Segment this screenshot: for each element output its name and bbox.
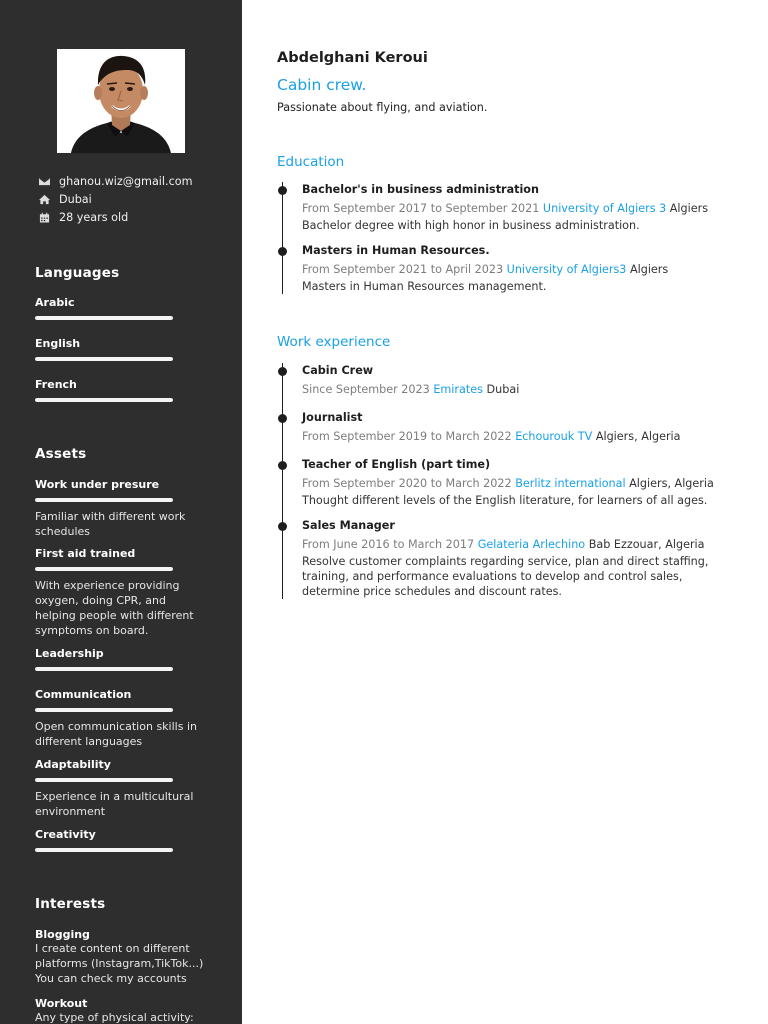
languages-section [35, 265, 215, 281]
work-timeline [277, 363, 737, 599]
timeline-dot [278, 247, 287, 256]
timeline-dot [278, 186, 287, 195]
tagline: Passionate about flying, and aviation. [277, 101, 488, 114]
entry-description: Masters in Human Resources management. [302, 280, 547, 293]
asset-level-bar [35, 708, 173, 712]
asset-name: Creativity [35, 828, 96, 841]
entry-org[interactable]: University of Algiers 3 [542, 202, 667, 215]
asset-name: First aid trained [35, 547, 136, 560]
asset-level-bar [35, 567, 173, 571]
asset-item [35, 688, 215, 749]
work-entry [277, 410, 737, 445]
entry-meta [302, 262, 737, 278]
language-level-fill [35, 357, 173, 361]
timeline-dot [278, 367, 287, 376]
language-level-fill [35, 316, 173, 320]
interest-description: Any type of physical activity: [35, 1011, 194, 1024]
interests-section [35, 896, 215, 912]
language-item [35, 378, 215, 402]
calendar-icon [38, 211, 50, 223]
contact-city [38, 190, 238, 208]
assets-title: Assets [35, 446, 87, 462]
entry-title: Sales Manager [302, 519, 395, 532]
entry-location: Bab Ezzouar, Algeria [588, 538, 705, 551]
interest-item [35, 997, 215, 1024]
asset-level-fill [35, 567, 173, 571]
asset-name: Communication [35, 688, 132, 701]
entry-dates: From September 2017 to September 2021 [302, 202, 540, 215]
asset-item [35, 547, 215, 638]
language-name: English [35, 337, 81, 350]
city-text: Dubai [59, 192, 92, 206]
entry-dates: Since September 2023 [302, 383, 430, 396]
asset-level-fill [35, 498, 173, 502]
person-name: Abdelghani Keroui [277, 50, 428, 66]
language-level-fill [35, 398, 173, 402]
entry-location: Algiers [669, 202, 709, 215]
asset-level-fill [35, 778, 173, 782]
entry-meta [302, 537, 737, 553]
language-name: French [35, 378, 77, 391]
language-level-bar [35, 316, 173, 320]
assets-section [35, 446, 215, 462]
education-timeline [277, 182, 737, 294]
home-icon [38, 193, 50, 205]
entry-location: Dubai [486, 383, 520, 396]
entry-description: Resolve customer complaints regarding service, plan and direct staffing, training, and performance evaluations to develop and control sales, determine price schedules and discount rates. [302, 555, 709, 598]
asset-level-bar [35, 848, 173, 852]
work-entry [277, 518, 737, 599]
entry-dates: From September 2021 to April 2023 [302, 263, 504, 276]
timeline-dot [278, 522, 287, 531]
entry-org[interactable]: University of Algiers3 [506, 263, 627, 276]
entry-description: Bachelor degree with high honor in business administration. [302, 219, 640, 232]
asset-level-fill [35, 667, 173, 671]
job-title: Cabin crew. [277, 76, 367, 94]
asset-level-fill [35, 848, 173, 852]
entry-title: Bachelor's in business administration [302, 183, 539, 196]
entry-title: Cabin Crew [302, 364, 374, 377]
language-level-bar [35, 357, 173, 361]
languages-title: Languages [35, 265, 120, 281]
entry-meta [302, 201, 737, 217]
education-entry [277, 182, 737, 233]
entry-title: Teacher of English (part time) [302, 458, 491, 471]
age-text: 28 years old [59, 210, 129, 224]
interest-name: Blogging [35, 928, 90, 941]
entry-dates: From September 2020 to March 2022 [302, 477, 512, 490]
asset-level-bar [35, 498, 173, 502]
asset-name: Leadership [35, 647, 104, 660]
interests-title: Interests [35, 896, 106, 912]
work-title: Work experience [277, 334, 391, 350]
language-name: Arabic [35, 296, 75, 309]
entry-org[interactable]: Berlitz international [515, 477, 626, 490]
entry-location: Algiers, Algeria [595, 430, 681, 443]
entry-dates: From September 2019 to March 2022 [302, 430, 512, 443]
profile-photo [57, 49, 185, 153]
entry-meta [302, 476, 737, 492]
interest-item [35, 928, 215, 986]
asset-description: Open communication skills in different languages [35, 720, 197, 748]
timeline-dot [278, 461, 287, 470]
entry-location: Algiers [629, 263, 669, 276]
entry-title: Journalist [302, 411, 363, 424]
interest-name: Workout [35, 997, 88, 1010]
sidebar [0, 0, 242, 1024]
asset-item [35, 478, 215, 539]
entry-org[interactable]: Emirates [433, 383, 483, 396]
language-level-bar [35, 398, 173, 402]
interest-description: I create content on different platforms (Instagram,TikTok...) You can check my accounts [35, 942, 204, 985]
education-title: Education [277, 154, 345, 170]
asset-item [35, 647, 215, 671]
asset-description: Familiar with different work schedules [35, 510, 186, 538]
contact-info [38, 172, 238, 226]
contact-email[interactable] [38, 172, 238, 190]
work-entry [277, 363, 737, 398]
entry-meta [302, 382, 737, 398]
asset-description: With experience providing oxygen, doing CPR, and helping people with different symptoms on board. [35, 579, 194, 637]
entry-description: Thought different levels of the English literature, for learners of all ages. [302, 494, 708, 507]
timeline-dot [278, 414, 287, 423]
contact-age [38, 208, 238, 226]
email-text: ghanou.wiz@gmail.com [59, 174, 193, 188]
education-entry [277, 243, 737, 294]
entry-meta [302, 429, 737, 445]
asset-level-bar [35, 778, 173, 782]
language-item [35, 337, 215, 361]
asset-name: Work under presure [35, 478, 160, 491]
asset-description: Experience in a multicultural environment [35, 790, 194, 818]
asset-level-bar [35, 667, 173, 671]
asset-level-fill [35, 708, 173, 712]
portrait-image [57, 49, 185, 153]
asset-item [35, 758, 215, 819]
entry-org[interactable]: Echourouk TV [515, 430, 593, 443]
envelope-icon [38, 175, 50, 187]
language-item [35, 296, 215, 320]
entry-dates: From June 2016 to March 2017 [302, 538, 475, 551]
entry-location: Algiers, Algeria [629, 477, 714, 490]
work-entry [277, 457, 737, 508]
asset-name: Adaptability [35, 758, 111, 771]
entry-title: Masters in Human Resources. [302, 244, 490, 257]
asset-item [35, 828, 215, 852]
entry-org[interactable]: Gelateria Arlechino [477, 538, 586, 551]
